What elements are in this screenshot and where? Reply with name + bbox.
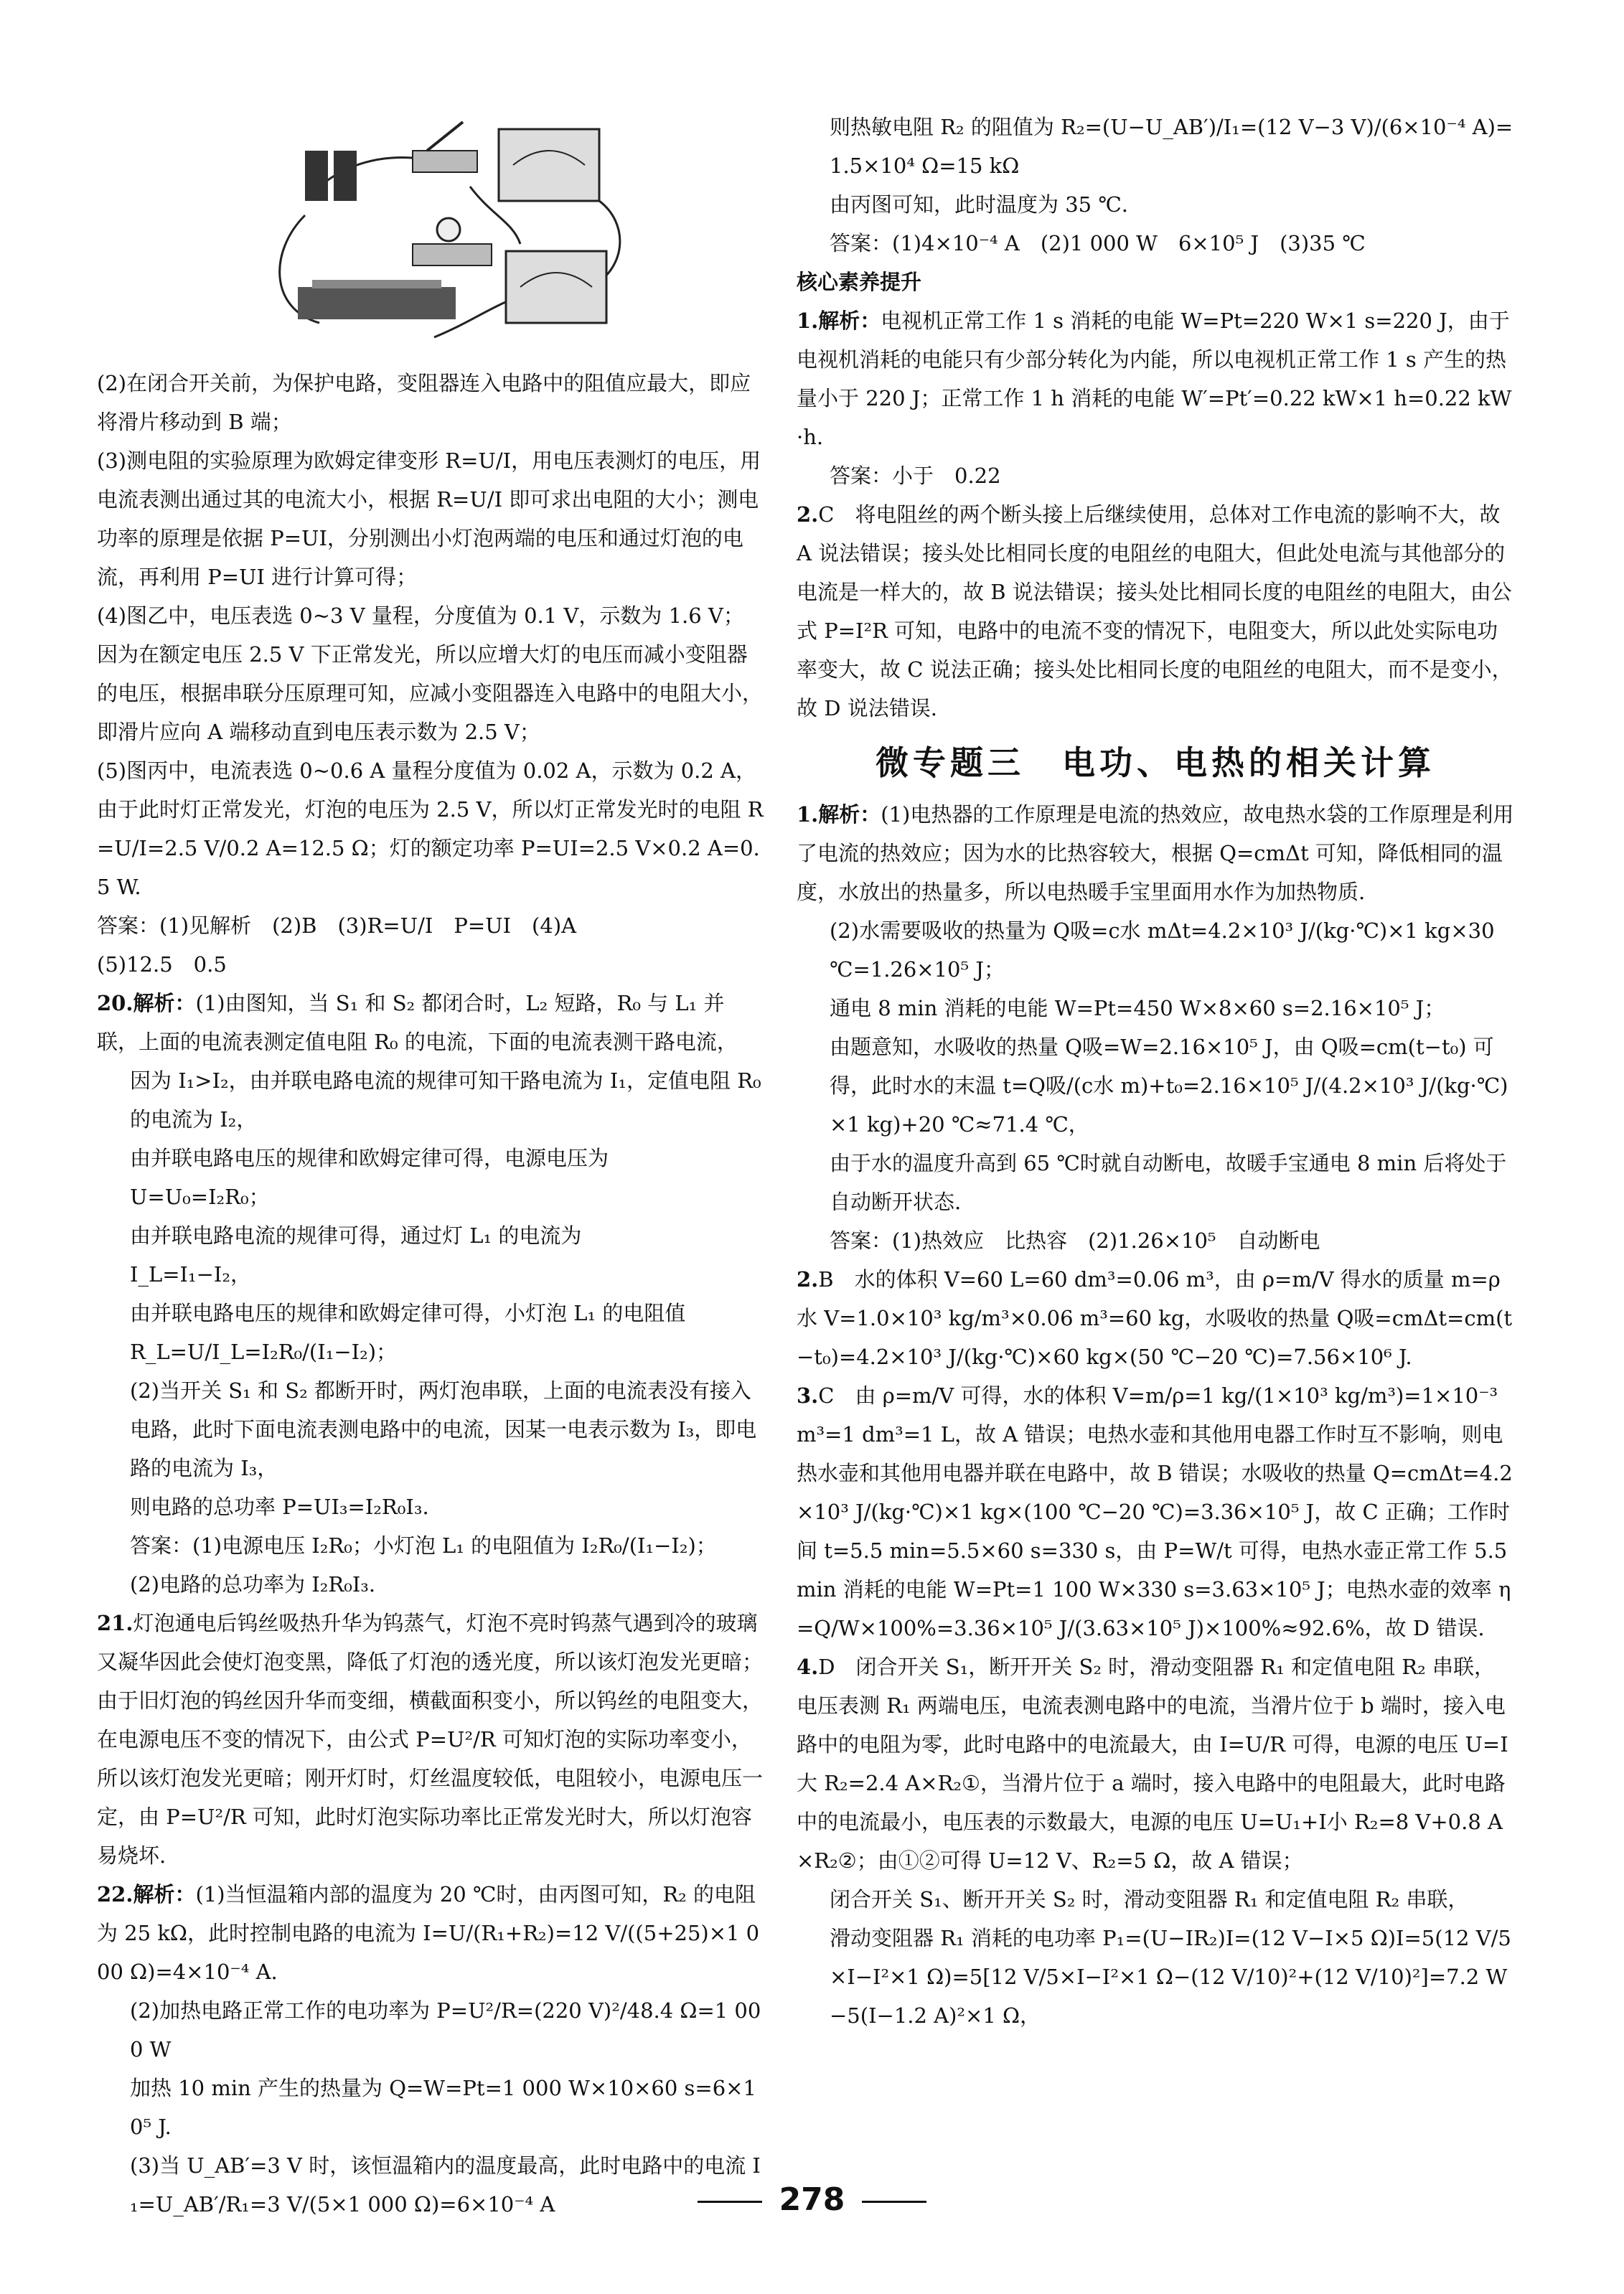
question-20-heading	[97, 984, 764, 1061]
topic-q1-line: 通电 8 min 消耗的电能 W=Pt=450 W×8×60 s=2.16×10⁵ J；	[830, 996, 1445, 1020]
analysis-label: 解析：	[818, 309, 881, 333]
topic-q1-line: 由于水的温度升高到 65 ℃时就自动断电，故暖手宝通电 8 min 后将处于自动断开状态.	[830, 1151, 1507, 1214]
answer-line: 答案：(1)电源电压 I₂R₀；小灯泡 L₁ 的电阻值为 I₂R₀/(I₁−I₂)；	[130, 1533, 717, 1558]
q20-line: (1)由图知，当 S₁ 和 S₂ 都闭合时，L₂ 短路，R₀ 与 L₁ 并联，上面的电流表测定值电阻 R₀ 的电流，下面的电流表测干路电流，	[97, 991, 738, 1054]
topic-q1-line: 由题意知，水吸收的热量 Q吸=W=2.16×10⁵ J，由 Q吸=cm(t−t₀) 可得，此时水的末温 t=Q吸/(c水 m)+t₀=2.16×10⁵ J/(4.2×10³ J/(kg·℃)×1 kg)+20 ℃≈71.4 ℃，	[830, 1035, 1508, 1137]
question-number: 3.	[797, 1383, 819, 1408]
topic-q1-line: (2)水需要吸收的热量为 Q吸=c水 mΔt=4.2×10³ J/(kg·℃)×1 kg×30 ℃=1.26×10⁵ J；	[830, 918, 1501, 982]
analysis-label: 解析：	[133, 991, 196, 1015]
question-22-heading	[97, 1875, 764, 1991]
answer-line: 答案：(1)热效应 比热容 (2)1.26×10⁵ 自动断电	[830, 1228, 1320, 1253]
page-number-dash-right	[862, 2201, 926, 2203]
question-number: 1.	[797, 802, 819, 827]
topic-q1-line: (1)电热器的工作原理是电流的热效应，故电热水袋的工作原理是利用了电流的热效应；因为水的比热容较大，根据 Q=cmΔt 可知，降低相同的温度，水放出的热量多，所以电热暖手宝里面用水作为加热物质.	[797, 802, 1514, 904]
left-text-line: (5)图丙中，电流表选 0~0.6 A 量程分度值为 0.02 A，示数为 0.2 A，由于此时灯正常发光，灯泡的电压为 2.5 V，所以灯正常发光时的电阻 R=U/I=2.5 V/0.2 A=12.5 Ω；灯的额定功率 P=UI=2.5 V×0.2 A=0.5 W.	[97, 758, 764, 899]
q20-line: U=U₀=I₂R₀；	[130, 1185, 270, 1209]
q20-line: R_L=U/I_L=I₂R₀/(I₁−I₂)；	[130, 1340, 398, 1364]
question-number: 2.	[797, 502, 819, 527]
topic-question-4	[797, 1647, 1514, 1880]
battery-icon	[305, 151, 328, 201]
q20-line: 则电路的总功率 P=UI₃=I₂R₀I₃.	[130, 1495, 429, 1519]
core-q2-text: C 将电阻丝的两个断头接上后继续使用，总体对工作电流的影响不大，故 A 说法错误；接头处比相同长度的电阻丝的电阻大，但此处电流与其他部分的电流是一样大的，故 B 说法错误；接头处比相同长度的电阻丝的电阻大，由公式 P=I²R 可知，电路中的电流不变的情况下，电阻变大，所以此处实际电功率变大，故 C 说法正确；接头处比相同长度的电阻丝的电阻大，而不是变小，故 D 说法错误.	[797, 502, 1513, 720]
page-number-value: 278	[779, 2181, 845, 2218]
q22-continued-line: 则热敏电阻 R₂ 的阻值为 R₂=(U−U_AB′)/I₁=(12 V−3 V)/(6×10⁻⁴ A)=1.5×10⁴ Ω=15 kΩ	[830, 115, 1513, 178]
q22-line: (3)当 U_AB′=3 V 时，该恒温箱内的温度最高，此时电路中的电流 I₁=U_AB′/R₁=3 V/(5×1 000 Ω)=6×10⁻⁴ A	[130, 2153, 761, 2217]
q21-text: 灯泡通电后钨丝吸热升华为钨蒸气，灯泡不亮时钨蒸气遇到冷的玻璃又凝华因此会使灯泡变黑，降低了灯泡的透光度，所以该灯泡发光更暗；由于旧灯泡的钨丝因升华而变细，横截面积变小，所以钨丝的电阻变大，在电源电压不变的情况下，由公式 P=U²/R 可知灯泡的实际功率变小，所以该灯泡发光更暗；刚开灯时，灯丝温度较低，电阻较小，电源电压一定，由 P=U²/R 可知，此时灯泡实际功率比正常发光时大，所以灯泡容易烧坏.	[97, 1611, 764, 1868]
q20-line: 由并联电路电流的规律可得，通过灯 L₁ 的电流为	[130, 1223, 582, 1248]
left-text-line: (3)测电阻的实验原理为欧姆定律变形 R=U/I，用电压表测灯的电压，用电流表测出通过其的电流大小，根据 R=U/I 即可求出电阻的大小；测电功率的原理是依据 P=UI，分别测出小灯泡两端的电压和通过灯泡的电流，再利用 P=UI 进行计算可得；	[97, 448, 761, 589]
topic-q2-text: B 水的体积 V=60 L=60 dm³=0.06 m³，由 ρ=m/V 得水的质量 m=ρ水 V=1.0×10³ kg/m³×0.06 m³=60 kg，水吸收的热量 Q吸=cmΔt=cm(t−t₀)=4.2×10³ J/(kg·℃)×60 kg×(50 ℃−20 ℃)=7.56×10⁶ J.	[797, 1267, 1513, 1369]
bulb-icon	[437, 218, 460, 241]
core-q1-text: 电视机正常工作 1 s 消耗的电能 W=Pt=220 W×1 s=220 J，由于电视机消耗的电能只有少部分转化为内能，所以电视机正常工作 1 s 产生的热量小于 220 J；正常工作 1 h 消耗的电能 W′=Pt′=0.22 kW×1 h=0.22 kW·h.	[797, 309, 1512, 449]
question-number: 2.	[797, 1267, 819, 1292]
q20-line: 由并联电路电压的规律和欧姆定律可得，电源电压为	[130, 1146, 609, 1170]
topic-q3-text: C 由 ρ=m/V 可得，水的体积 V=m/ρ=1 kg/(1×10³ kg/m³)=1×10⁻³ m³=1 dm³=1 L，故 A 错误；电热水壶和其他用电器工作时互不影响，则电热水壶和其他用电器并联在电路中，故 B 错误；水吸收的热量 Q=cmΔt=4.2×10³ J/(kg·℃)×1 kg×(100 ℃−20 ℃)=3.36×10⁵ J，故 C 正确；工作时间 t=5.5 min=5.5×60 s=330 s，由 P=W/t 可得，电热水壶正常工作 5.5 min 消耗的电能 W=Pt=1 100 W×330 s=3.63×10⁵ J；电热水壶的效率 η=Q/W×100%=3.36×10⁵ J/(3.63×10⁵ J)×100%≈92.6%，故 D 错误.	[797, 1383, 1514, 1640]
q22-line: 加热 10 min 产生的热量为 Q=W=Pt=1 000 W×10×60 s=6×10⁵ J.	[130, 2076, 756, 2139]
answer-line: (2)电路的总功率为 I₂R₀I₃.	[130, 1572, 376, 1597]
q20-line: 因为 I₁>I₂，由并联电路电流的规律可知干路电流为 I₁，定值电阻 R₀ 的电流为 I₂，	[130, 1068, 768, 1132]
right-column	[797, 108, 1514, 2035]
page-number-dash-left	[698, 2201, 762, 2203]
question-number: 1.	[797, 309, 819, 333]
core-question-2	[797, 495, 1514, 728]
q22-line: (2)加热电路正常工作的电功率为 P=U²/R=(220 V)²/48.4 Ω=1 000 W	[130, 1998, 761, 2062]
subsection-title: 核心素养提升	[797, 270, 922, 294]
answer-line: (5)12.5 0.5	[97, 952, 227, 977]
left-column	[97, 108, 768, 2224]
question-number: 4.	[797, 1655, 819, 1679]
question-number: 21.	[97, 1611, 133, 1635]
switch-icon	[413, 151, 477, 172]
question-number: 22.	[97, 1882, 133, 1907]
q20-line: (2)当开关 S₁ 和 S₂ 都断开时，两灯泡串联，上面的电流表没有接入电路，此时下面电流表测电路中的电流，因某一电表示数为 I₃，即电路的电流为 I₃，	[130, 1378, 757, 1480]
analysis-label: 解析：	[818, 802, 881, 827]
answer-line: 答案：(1)见解析 (2)B (3)R=U/I P=UI (4)A	[97, 913, 577, 938]
question-number: 20.	[97, 991, 133, 1015]
topic-question-2	[797, 1260, 1514, 1376]
topic-question-1	[797, 795, 1514, 911]
topic-question-3	[797, 1376, 1514, 1647]
topic-q4-line: 闭合开关 S₁、断开开关 S₂ 时，滑动变阻器 R₁ 和定值电阻 R₂ 串联，	[830, 1887, 1469, 1912]
circuit-figure	[255, 108, 657, 344]
answer-line: 答案：小于 0.22	[830, 464, 1001, 488]
rheostat-icon	[298, 287, 456, 319]
page-number	[0, 2181, 1624, 2218]
core-question-1	[797, 301, 1514, 456]
analysis-label: 解析：	[133, 1882, 196, 1907]
topic-q4-line: D 闭合开关 S₁，断开开关 S₂ 时，滑动变阻器 R₁ 和定值电阻 R₂ 串联，电压表测 R₁ 两端电压，电流表测电路中的电流，当滑片位于 b 端时，接入电路中的电阻为零，此时电路中的电流最大，由 I=U/R 可得，电源的电压 U=I大 R₂=2.4 A×R₂①，当滑片位于 a 端时，接入电路中的电阻最大，此时电路中的电流最小，电压表的示数最大，电源的电压 U=U₁+I小 R₂=8 V+0.8 A×R₂②；由①②可得 U=12 V、R₂=5 Ω，故 A 错误；	[797, 1655, 1508, 1873]
topic-q4-line: 滑动变阻器 R₁ 消耗的电功率 P₁=(U−IR₂)I=(12 V−I×5 Ω)I=5(12 V/5×I−I²×1 Ω)=5[12 V/5×I−I²×1 Ω−(12 V/10)²+(12 V/10)²]=7.2 W−5(I−1.2 A)²×1 Ω，	[830, 1926, 1511, 2028]
q20-line: I_L=I₁−I₂，	[130, 1262, 251, 1287]
q22-line: (1)当恒温箱内部的温度为 20 ℃时，由丙图可知，R₂ 的电阻为 25 kΩ，此时控制电路的电流为 I=U/(R₁+R₂)=12 V/((5+25)×1 000 Ω)=4×10⁻⁴ A.	[97, 1882, 760, 1984]
q20-line: 由并联电路电压的规律和欧姆定律可得，小灯泡 L₁ 的电阻值	[130, 1301, 686, 1325]
left-text-line: (4)图乙中，电压表选 0~3 V 量程，分度值为 0.1 V，示数为 1.6 V；因为在额定电压 2.5 V 下正常发光，所以应增大灯的电压而减小变阻器的电压，根据串联分压原理可知，应减小变阻器连入电路中的电阻大小，即滑片应向 A 端移动直到电压表示数为 2.5 V；	[97, 603, 764, 744]
q22-continued-line: 由丙图可知，此时温度为 35 ℃.	[830, 192, 1128, 217]
question-21	[97, 1604, 764, 1875]
section-title: 微专题三 电功、电热的相关计算	[876, 743, 1435, 782]
left-text-line: (2)在闭合开关前，为保护电路，变阻器连入电路中的阻值应最大，即应将滑片移动到 B 端；	[97, 371, 751, 434]
answer-line: 答案：(1)4×10⁻⁴ A (2)1 000 W 6×10⁵ J (3)35 ℃	[830, 231, 1366, 255]
